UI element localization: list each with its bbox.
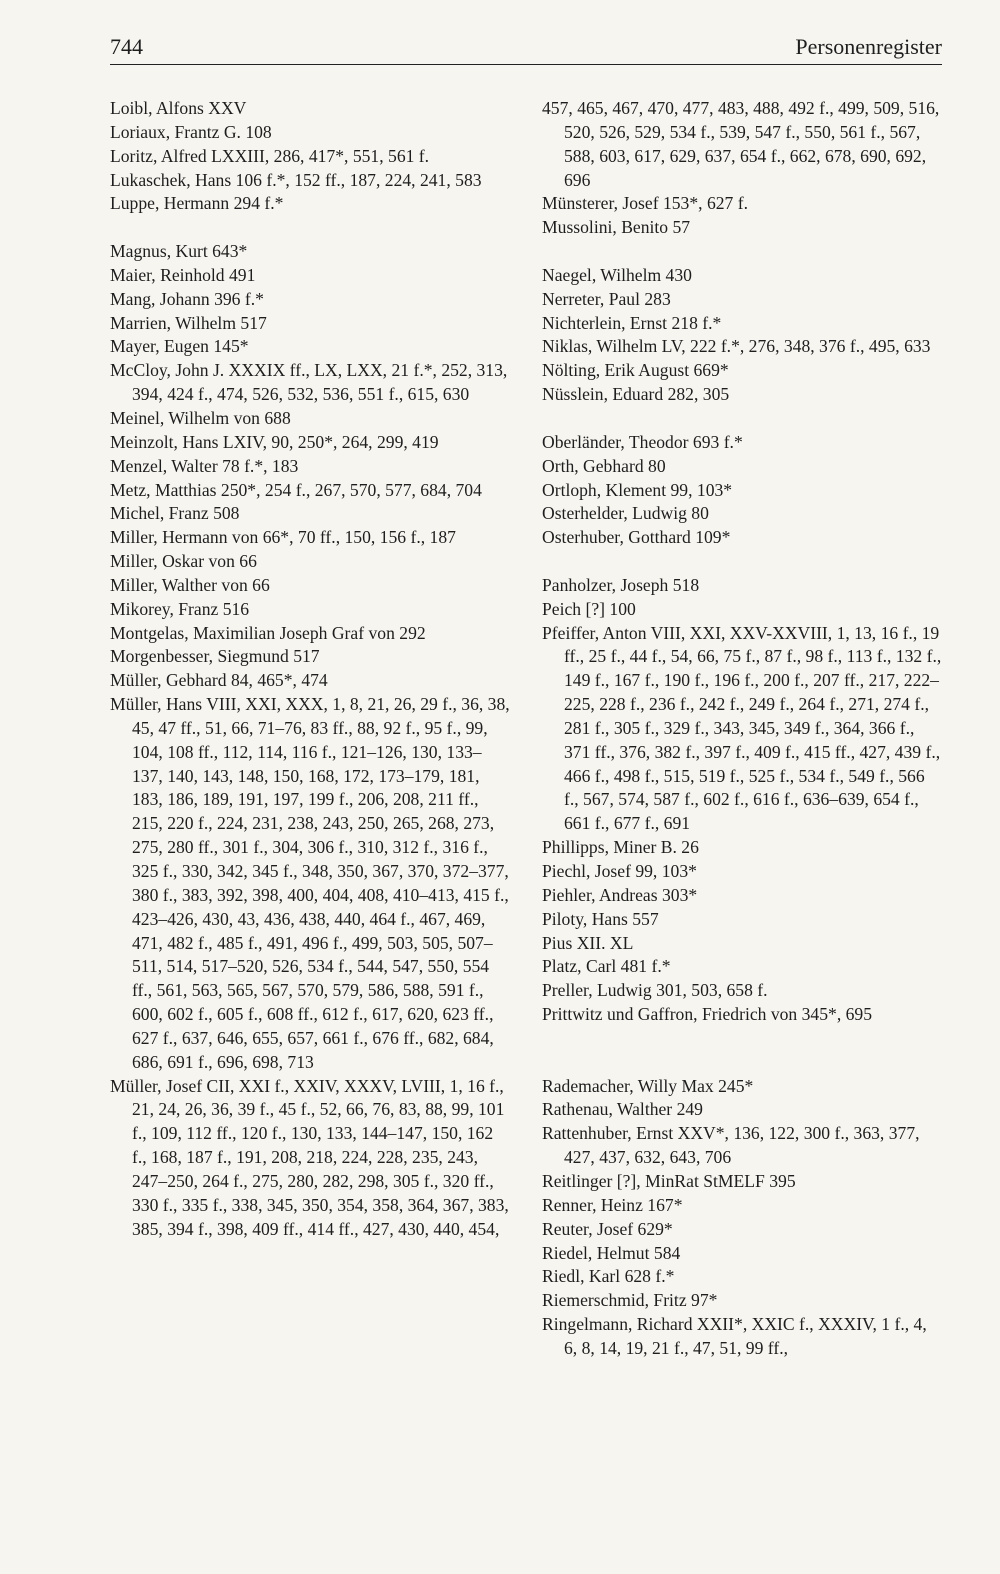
index-entry: Osterhelder, Ludwig 80 bbox=[542, 503, 709, 524]
index-entry: Meinzolt, Hans LXIV, 90, 250*, 264, 299, 419 bbox=[110, 431, 439, 452]
index-entry: Piechl, Josef 99, 103* bbox=[542, 861, 697, 881]
running-head: Personenregister bbox=[795, 34, 942, 59]
index-entry: Riemerschmid, Fritz 97* bbox=[542, 1290, 718, 1311]
index-entry: Rademacher, Willy Max 245* bbox=[542, 1075, 754, 1096]
index-entry: Müller, Gebhard 84, 465*, 474 bbox=[110, 670, 328, 691]
index-entry: McCloy, John J. XXXIX ff., LX, LXX, 21 f.*, 252, 313, 394, 424 f., 474, 526, 532, 536, 551 f., 615, 630 bbox=[110, 360, 508, 405]
index-entry: Piehler, Andreas 303* bbox=[542, 884, 698, 905]
index-entry: Maier, Reinhold 491 bbox=[110, 264, 256, 285]
index-entry: Ringelmann, Richard XXII*, XXIC f., XXXIV, 1 f., 4, 6, 8, 14, 19, 21 f., 47, 51, 99 ff., bbox=[542, 1314, 927, 1358]
index-entry: Renner, Heinz 167* bbox=[542, 1194, 683, 1215]
index-entry: Platz, Carl 481 f.* bbox=[542, 956, 671, 977]
index-entry: Miller, Hermann von 66*, 70 ff., 150, 156 f., 187 bbox=[110, 527, 456, 548]
index-entry: Mussolini, Benito 57 bbox=[542, 217, 691, 238]
index-entry: Loriaux, Frantz G. 108 bbox=[110, 121, 272, 142]
index-entry: Nölting, Erik August 669* bbox=[542, 360, 729, 381]
index-entry: Morgenbesser, Siegmund 517 bbox=[110, 646, 320, 667]
index-entry: Montgelas, Maximilian Joseph Graf von 292 bbox=[110, 622, 426, 643]
section-gap bbox=[110, 216, 510, 240]
index-entry: Magnus, Kurt 643* bbox=[110, 241, 248, 262]
index-entry: 457, 465, 467, 470, 477, 483, 488, 492 f., 499, 509, 516, 520, 526, 529, 534 f., 539, 547 f., 550, 561 f., 567, 588, 603, 617, 629, 637, 654 f., 662, 678, 690, 692, 696 bbox=[542, 98, 940, 190]
index-entry: Riedel, Helmut 584 bbox=[542, 1242, 681, 1263]
section-gap bbox=[542, 407, 942, 431]
index-entry: Menzel, Walter 78 f.*, 183 bbox=[110, 455, 299, 476]
section-gap bbox=[542, 240, 942, 264]
index-entry: Mayer, Eugen 145* bbox=[110, 336, 249, 357]
index-entry: Miller, Oskar von 66 bbox=[110, 551, 257, 572]
index-column-right bbox=[542, 97, 942, 1361]
section-gap bbox=[542, 1027, 942, 1051]
index-entry: Loritz, Alfred LXXIII, 286, 417*, 551, 561 f. bbox=[110, 145, 430, 166]
section-gap bbox=[542, 1051, 942, 1075]
index-entry: Rathenau, Walther 249 bbox=[542, 1099, 703, 1120]
index-entry: Osterhuber, Gotthard 109* bbox=[542, 527, 731, 548]
index-entry: Nüsslein, Eduard 282, 305 bbox=[542, 384, 730, 405]
index-entry: Nichterlein, Ernst 218 f.* bbox=[542, 312, 722, 333]
index-entry: Loibl, Alfons XXV bbox=[110, 98, 247, 118]
section-gap bbox=[542, 550, 942, 574]
index-entry: Panholzer, Joseph 518 bbox=[542, 574, 700, 595]
index-entry: Pfeiffer, Anton VIII, XXI, XXV-XXVIII, 1, 13, 16 f., 19 ff., 25 f., 44 f., 54, 66, 75 f., 87 f., 98 f., 113 f., 132 f., 149 f., 167 f., 190 f., 196 f., 200 f., 207 ff., 217, 222–225, 228 f., 236 f., 242 f., 249 f., 264 f., 271, 274 f., 281 f., 305 f., 329 f., 343, 345, 349 f., 364, 366 f., 371 ff., 376, 382 f., 397 f., 409 f., 415 ff., 427, 439 f., 466 f., 498 f., 515, 519 f., 525 f., 534 f., 549 f., 566 f., 567, 574, 587 f., 602 f., 616 f., 636–639, 654 f., 661 f., 677 f., 691 bbox=[542, 622, 942, 834]
index-entry: Mikorey, Franz 516 bbox=[110, 598, 250, 619]
index-entry: Pius XII. XL bbox=[542, 932, 634, 953]
index-entry: Piloty, Hans 557 bbox=[542, 908, 659, 929]
page-number: 744 bbox=[110, 34, 143, 59]
index-entry: Ortloph, Klement 99, 103* bbox=[542, 479, 733, 500]
index-entry: Peich [?] 100 bbox=[542, 598, 636, 619]
index-entry: Reitlinger [?], MinRat StMELF 395 bbox=[542, 1170, 796, 1191]
index-entry: Metz, Matthias 250*, 254 f., 267, 570, 577, 684, 704 bbox=[110, 479, 482, 500]
index-entry: Orth, Gebhard 80 bbox=[542, 455, 666, 476]
page-header bbox=[110, 34, 942, 65]
index-entry: Münsterer, Josef 153*, 627 f. bbox=[542, 193, 748, 214]
index-entry: Luppe, Hermann 294 f.* bbox=[110, 193, 284, 214]
index-entry: Preller, Ludwig 301, 503, 658 f. bbox=[542, 980, 768, 1001]
index-entry: Lukaschek, Hans 106 f.*, 152 ff., 187, 224, 241, 583 bbox=[110, 169, 482, 190]
index-entry: Mang, Johann 396 f.* bbox=[110, 288, 264, 309]
index-entry: Miller, Walther von 66 bbox=[110, 574, 270, 595]
index-entry: Rattenhuber, Ernst XXV*, 136, 122, 300 f., 363, 377, 427, 437, 632, 643, 706 bbox=[542, 1123, 920, 1168]
index-entry: Müller, Hans VIII, XXI, XXX, 1, 8, 21, 26, 29 f., 36, 38, 45, 47 ff., 51, 66, 71–76, 83 ff., 88, 92 f., 95 f., 99, 104, 108 ff., 112, 114, 116 f., 121–126, 130, 133–137, 140, 143, 148, 150, 168, 172, 173–179, 181, 183, 186, 189, 191, 197, 199 f., 206, 208, 211 ff., 215, 220 f., 224, 231, 238, 243, 250, 265, 268, 273, 275, 280 ff., 301 f., 304, 306 f., 310, 312 f., 316 f., 325 f., 330, 342, 345 f., 348, 350, 367, 370, 372–377, 380 f., 383, 392, 398, 400, 404, 408, 410–413, 415 f., 423–426, 430, 43, 436, 438, 440, 464 f., 467, 469, 471, 482 f., 485 f., 491, 496 f., 499, 503, 505, 507–511, 514, 517–520, 526, 534 f., 544, 547, 550, 554 ff., 561, 563, 565, 567, 570, 579, 586, 588, 591 f., 600, 602 f., 605 f., 608 ff., 612 f., 617, 620, 623 ff., 627 f., 637, 646, 655, 657, 661 f., 676 ff., 682, 684, 686, 691 f., 696, 698, 713 bbox=[110, 694, 510, 1072]
index-entry: Oberländer, Theodor 693 f.* bbox=[542, 431, 743, 452]
index-entry: Meinel, Wilhelm von 688 bbox=[110, 407, 291, 428]
index-entry: Naegel, Wilhelm 430 bbox=[542, 264, 692, 285]
index-entry: Reuter, Josef 629* bbox=[542, 1218, 673, 1239]
index-entry: Niklas, Wilhelm LV, 222 f.*, 276, 348, 376 f., 495, 633 bbox=[542, 336, 931, 357]
index-entry: Marrien, Wilhelm 517 bbox=[110, 312, 267, 333]
index-entry: Michel, Franz 508 bbox=[110, 503, 240, 524]
index-entry: Nerreter, Paul 283 bbox=[542, 288, 671, 309]
index-entry: Phillipps, Miner B. 26 bbox=[542, 837, 699, 858]
index-entry: Müller, Josef CII, XXI f., XXIV, XXXV, LVIII, 1, 16 f., 21, 24, 26, 36, 39 f., 45 f., 52, 66, 76, 83, 88, 99, 101 f., 109, 112 ff., 120 f., 130, 133, 144–147, 150, 162 f., 168, 187 f., 191, 208, 218, 224, 228, 235, 243, 247–250, 264 f., 275, 280, 282, 298, 305 f., 320 ff., 330 f., 335 f., 338, 345, 350, 354, 358, 364, 367, 383, 385, 394 f., 398, 409 ff., 414 ff., 427, 430, 440, 454, bbox=[110, 1075, 509, 1239]
index-entry: Prittwitz und Gaffron, Friedrich von 345*, 695 bbox=[542, 1004, 873, 1025]
index-entry: Riedl, Karl 628 f.* bbox=[542, 1266, 675, 1287]
index-column-left bbox=[110, 97, 510, 1242]
